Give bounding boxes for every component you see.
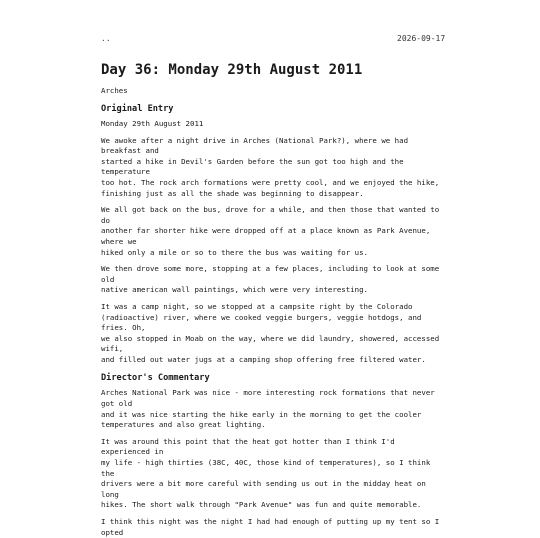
entry-paragraph: We then drove some more, stopping at a few places, including to look at some old native american wall paintings, which were very interesting. — [101, 264, 440, 295]
entry-date-paragraph: Monday 29th August 2011 — [101, 119, 204, 128]
tag-label: Arches — [101, 86, 128, 95]
commentary-paragraph: I think this night was the night I had had enough of putting up my tent so I opted — [101, 517, 440, 537]
entry-paragraph: We all got back on the bus, drove for a while, and then those that wanted to do another far shorter hike were dropped off at a place known as Park Avenue, where we hiked only a mile or so to there the bus was waiting for us. — [101, 205, 440, 257]
commentary-paragraph: It was around this point that the heat got hotter than I think I'd experienced in my life - high thirties (38C, 40C, those kind of temperatures), so I think the drivers were a bit more careful with sending us out in the midday heat on long hikes. The short walk through "Park Avenue" was fun and quite memorable. — [101, 436, 431, 510]
entry-paragraph: We awoke after a night drive in Arches (National Park?), where we had breakfast and started a hike in Devil's Garden before the sun got too high and the temperature too hot. The rock arch formations were pretty cool, and we enjoyed the hike, finishing just as all the shade was beginning to disappear. — [101, 135, 440, 198]
back-link[interactable]: .. — [101, 34, 111, 43]
commentary-paragraph: Arches National Park was nice - more interesting rock formations that never got old and it was nice starting the hike early in the morning to get the cooler temperatures and also great lighting. — [101, 388, 435, 430]
entry-paragraph: It was a camp night, so we stopped at a campsite right by the Colorado (radioactive) river, where we cooked veggie burgers, veggie hotdogs, and fries. Oh, we also stopped in Moab on the way, where we did laundry, showered, accessed wifi, and filled out water jugs at a camping shop offering free filtered water. — [101, 301, 440, 364]
page-title: Day 36: Monday 29th August 2011 — [101, 62, 363, 78]
article — [101, 62, 441, 538]
commentary-heading: Director's Commentary — [101, 373, 210, 384]
post-date: 2026-09-17 — [397, 34, 446, 43]
original-entry-heading: Original Entry — [101, 104, 174, 114]
